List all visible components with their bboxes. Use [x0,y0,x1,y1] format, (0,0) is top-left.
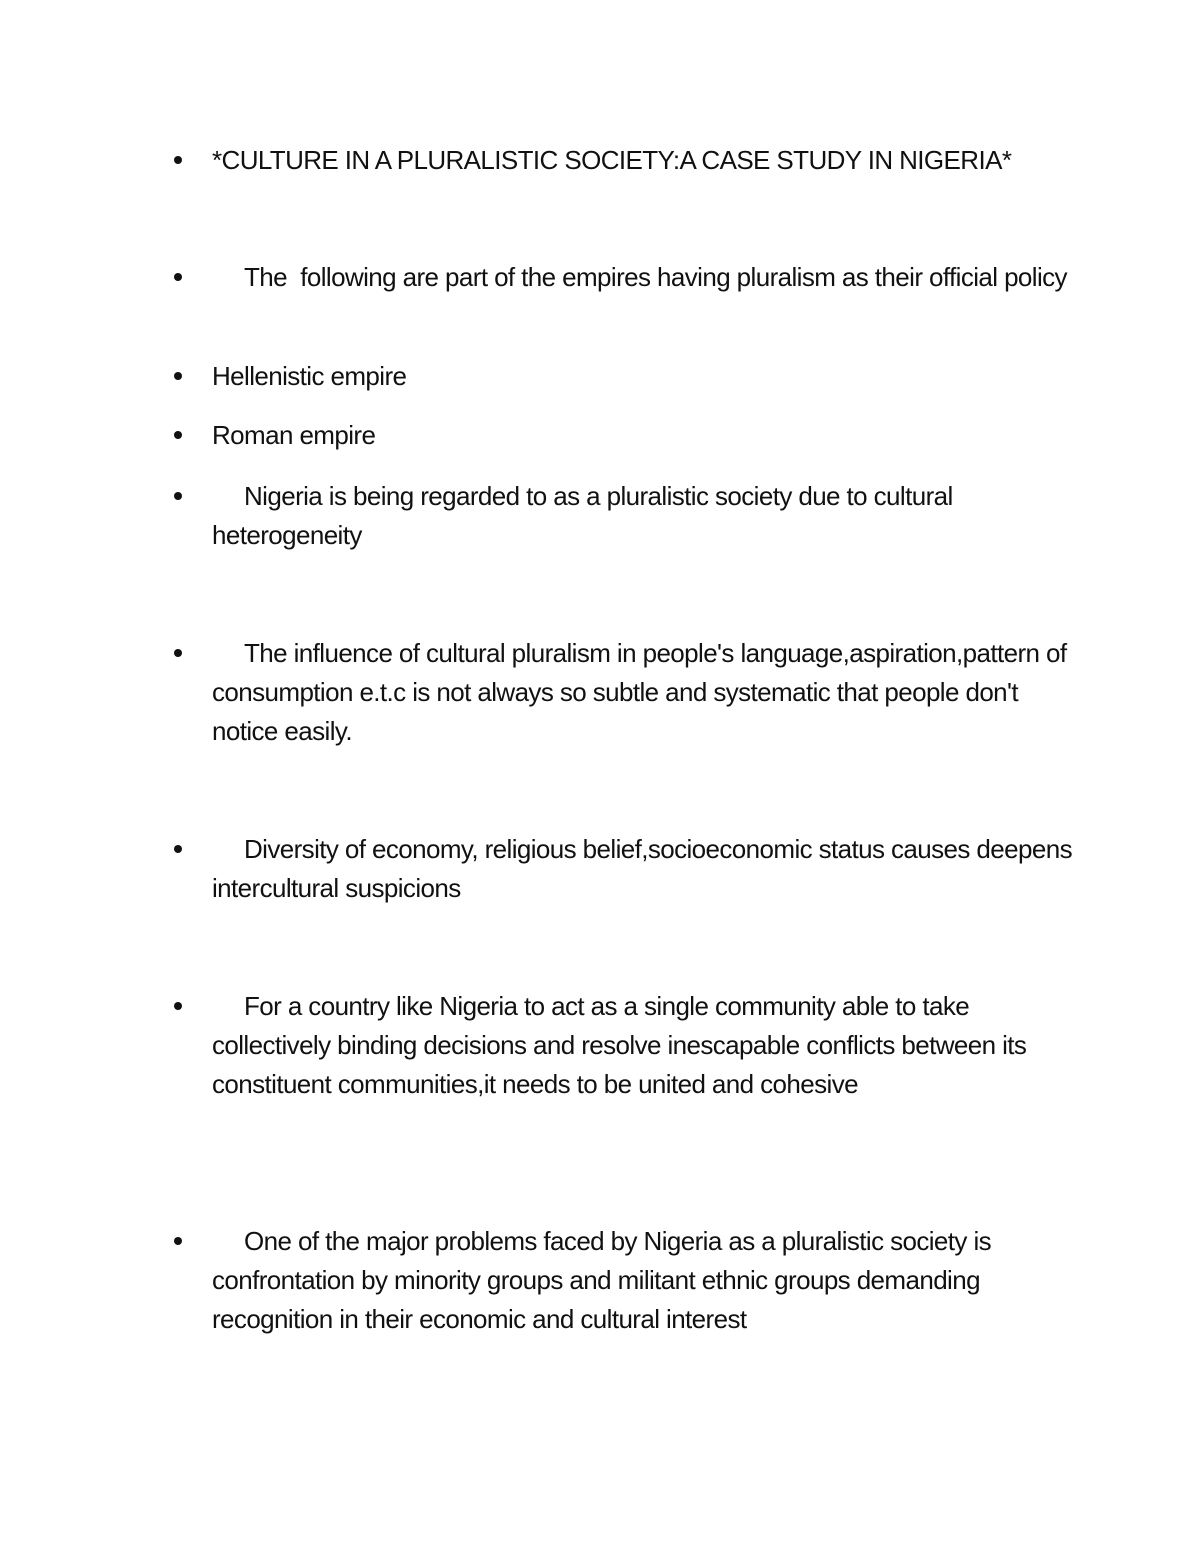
list-item [212,987,1072,1104]
list-item-text: Diversity of economy, religious belief,socioeconomic status causes deepens intercultural suspicions [212,834,1079,903]
list-item-text: Nigeria is being regarded to as a pluralistic society due to cultural heterogeneity [212,481,960,550]
bullet-icon [174,1002,182,1010]
bullet-icon [174,845,182,853]
list-item-text: For a country like Nigeria to act as a single community able to take collectively binding decisions and resolve inescapable conflicts between its constituent communities,it needs to be united and cohesive [212,991,1033,1099]
list-item-text: One of the major problems faced by Nigeria as a pluralistic society is confrontation by minority groups and militant ethnic groups demanding recognition in their economic and cultural interest [212,1226,998,1334]
bullet-icon [174,649,182,657]
title-text: *CULTURE IN A PLURALISTIC SOCIETY:A CASE STUDY IN NIGERIA* [212,145,1012,175]
list-item-text: Roman empire [212,420,376,450]
bullet-icon [174,156,182,164]
bullet-icon [174,372,182,380]
list-item [212,830,1079,908]
bullet-icon [174,1237,182,1245]
bullet-icon [174,431,182,439]
list-item-text: The influence of cultural pluralism in people's language,aspiration,pattern of consumption e.t.c is not always so subtle and systematic that people don't notice easily. [212,638,1074,746]
list-item [212,634,1072,751]
list-item [212,416,1072,455]
document-title [212,141,1072,180]
bullet-icon [174,492,182,500]
list-item-text: Hellenistic empire [212,361,407,391]
list-item [212,258,1072,297]
list-item-text: The following are part of the empires having pluralism as their official policy [244,262,1067,292]
list-item [212,357,1072,396]
list-item [212,477,1072,555]
bullet-icon [174,273,182,281]
list-item [212,1222,1072,1339]
